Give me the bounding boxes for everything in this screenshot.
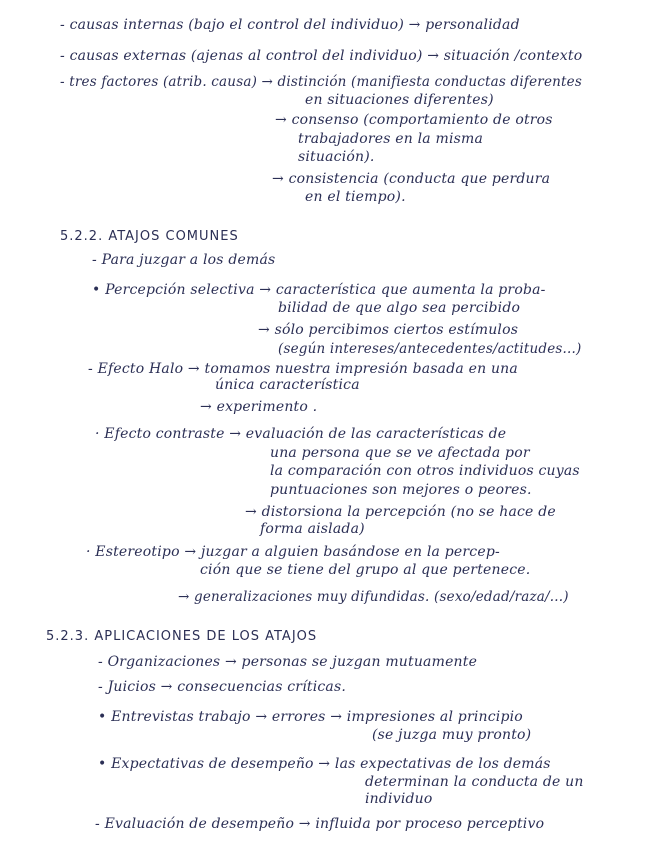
note-line: situación). (298, 149, 375, 165)
note-line: → distorsiona la percepción (no se hace de (245, 504, 556, 520)
note-line: → consenso (comportamiento de otros (275, 112, 553, 128)
note-line: → experimento . (200, 399, 318, 415)
note-line: • Percepción selectiva → característica que aumenta la proba- (92, 282, 546, 298)
note-line: - Organizaciones → personas se juzgan mutuamente (98, 654, 478, 670)
note-line: - Para juzgar a los demás (92, 252, 276, 268)
note-line: única característica (215, 377, 360, 393)
note-line: - Juicios → consecuencias críticas. (98, 679, 347, 695)
note-line: · Efecto contraste → evaluación de las características de (95, 426, 507, 442)
note-line: • Entrevistas trabajo → errores → impresiones al principio (98, 709, 523, 725)
note-line: puntuaciones son mejores o peores. (270, 482, 532, 498)
note-line: en situaciones diferentes) (305, 92, 494, 108)
note-line: forma aislada) (260, 521, 365, 537)
section-heading: 5.2.2. ATAJOS COMUNES (60, 229, 239, 244)
note-line: ción que se tiene del grupo al que pertenece. (200, 562, 531, 578)
note-line: → sólo percibimos ciertos estímulos (258, 322, 519, 338)
note-line: trabajadores en la misma (298, 131, 484, 147)
note-line: - Evaluación de desempeño → influida por proceso perceptivo (95, 816, 545, 832)
note-line: en el tiempo). (305, 189, 406, 205)
note-line: la comparación con otros individuos cuyas (270, 463, 580, 479)
note-line: - causas internas (bajo el control del individuo) → personalidad (60, 17, 520, 33)
section-heading: 5.2.3. APLICACIONES DE LOS ATAJOS (46, 629, 318, 644)
note-line: - Efecto Halo → tomamos nuestra impresión basada en una (88, 361, 518, 377)
note-line: - causas externas (ajenas al control del individuo) → situación /contexto (60, 48, 583, 64)
note-line: (se juzga muy pronto) (372, 727, 532, 743)
note-line: · Estereotipo → juzgar a alguien basándose en la percep- (86, 544, 500, 560)
note-line: determinan la conducta de un (365, 774, 584, 790)
note-line: bilidad de que algo sea percibido (278, 300, 521, 316)
note-line: • Expectativas de desempeño → las expectativas de los demás (98, 756, 551, 772)
note-line: una persona que se ve afectada por (270, 445, 530, 461)
note-line: → generalizaciones muy difundidas. (sexo/edad/raza/...) (178, 589, 569, 605)
note-line: → consistencia (conducta que perdura (272, 171, 551, 187)
note-line: individuo (365, 791, 433, 807)
note-line: (según intereses/antecedentes/actitudes...) (278, 341, 582, 357)
note-line: - tres factores (atrib. causa) → distinción (manifiesta conductas diferentes (60, 74, 582, 90)
